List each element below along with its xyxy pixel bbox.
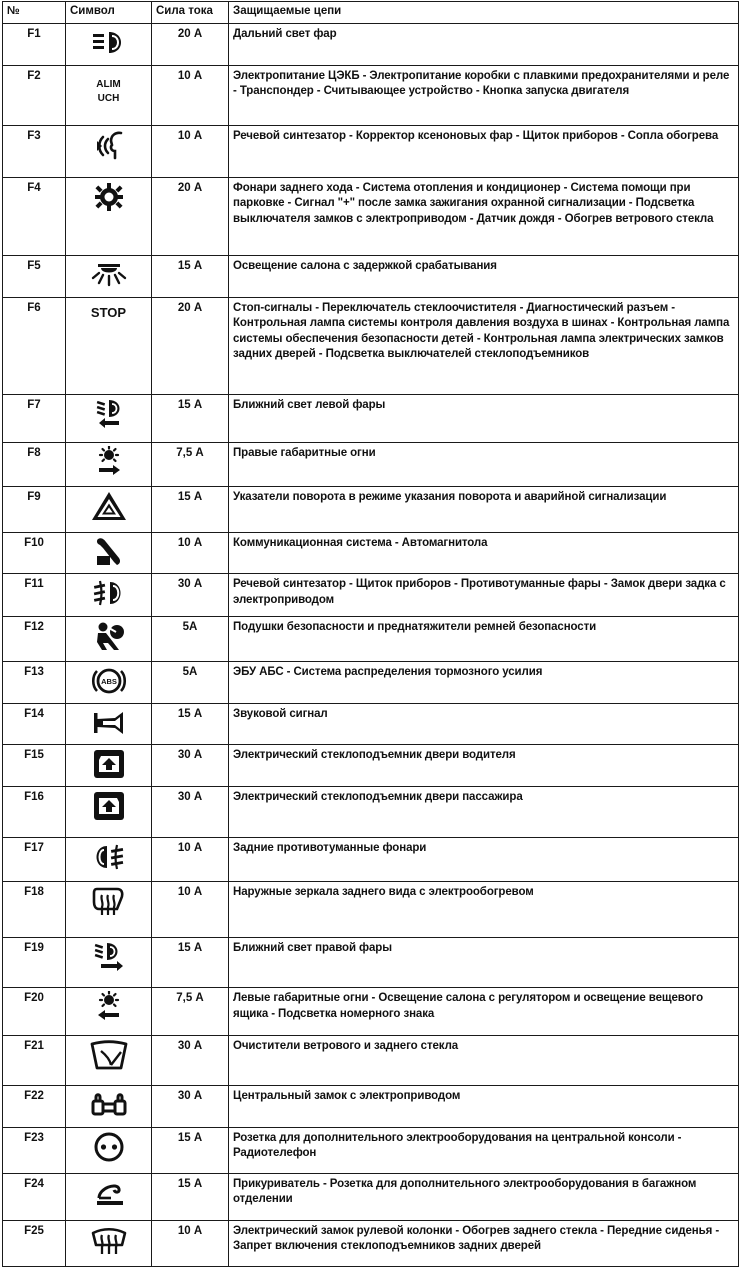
table-row (3, 703, 739, 745)
fuse-symbol-cell (66, 442, 152, 486)
heated-mirror-icon (89, 885, 129, 917)
gear-lamp-icon (89, 181, 129, 213)
low-beam-left-icon (89, 398, 129, 430)
fuse-symbol-cell (66, 703, 152, 745)
fuse-number: F11 (3, 574, 66, 617)
fuse-symbol-cell (66, 882, 152, 938)
fuse-circuits: Очистители ветрового и заднего стекла (229, 1036, 739, 1086)
fuse-number: F17 (3, 838, 66, 882)
fuse-number: F6 (3, 297, 66, 394)
table-row (3, 1173, 739, 1220)
fuse-circuits: ЭБУ АБС - Система распределения тормозного усилия (229, 662, 739, 704)
window-driver-icon (89, 748, 129, 780)
high-beam-icon (89, 27, 129, 59)
window-passenger-icon (89, 790, 129, 822)
fuse-number: F20 (3, 988, 66, 1036)
fuse-number: F9 (3, 486, 66, 532)
fuse-symbol-cell (66, 574, 152, 617)
table-row (3, 486, 739, 532)
hazard-icon (89, 490, 129, 522)
fuse-current: 10 А (152, 1220, 229, 1266)
fuse-circuits: Звуковой сигнал (229, 703, 739, 745)
stop-text (91, 301, 126, 319)
table-row (3, 394, 739, 442)
symbol-text-line: STOP (90, 304, 127, 320)
table-row (3, 177, 739, 255)
table-row (3, 255, 739, 297)
fuse-number: F3 (3, 125, 66, 177)
fuse-current: 5А (152, 617, 229, 662)
table-row (3, 617, 739, 662)
socket-icon (89, 1131, 129, 1163)
header-num: № (3, 2, 66, 24)
table-row (3, 1036, 739, 1086)
fuse-circuits: Дальний свет фар (229, 24, 739, 66)
header-circuits: Защищаемые цепи (229, 2, 739, 24)
table-row (3, 745, 739, 787)
fuse-circuits: Фонари заднего хода - Система отопления и кондиционер - Система помощи при парковке - Сигнал "+" после замка зажигания охранной сигнализации - Подсветка выключателя замков с электроприводом - Датчик дождя - Обогрев ветрового стекла (229, 177, 739, 255)
fuse-current: 7,5 А (152, 988, 229, 1036)
fuse-circuits: Ближний свет правой фары (229, 938, 739, 988)
table-row (3, 532, 739, 574)
fuse-symbol-cell (66, 532, 152, 574)
fuse-symbol-cell (66, 838, 152, 882)
table-row (3, 787, 739, 838)
fuse-number: F25 (3, 1220, 66, 1266)
fuse-symbol-cell (66, 1220, 152, 1266)
fuse-symbol-cell (66, 745, 152, 787)
fuse-circuits: Коммуникационная система - Автомагнитола (229, 532, 739, 574)
fuse-number: F23 (3, 1127, 66, 1173)
fuse-circuits: Стоп-сигналы - Переключатель стеклоочистителя - Диагностический разъем - Контрольная лампа системы контроля давления воздуха в шинах - Контрольная лампа системы обеспечения безопасности детей - Контрольная лампа электрических замков задних дверей - Подсветка выключателей стеклоподъемников (229, 297, 739, 394)
symbol-text-line: ALIM (96, 78, 121, 90)
fuse-number: F13 (3, 662, 66, 704)
table-row (3, 24, 739, 66)
header-symbol: Символ (66, 2, 152, 24)
table-row (3, 442, 739, 486)
horn-icon (89, 707, 129, 739)
fuse-number: F18 (3, 882, 66, 938)
fuse-number: F12 (3, 617, 66, 662)
fuse-symbol-cell (66, 1036, 152, 1086)
fuse-circuits: Электрический замок рулевой колонки - Обогрев заднего стекла - Передние сиденья - Запрет включения стеклоподъемников задних дверей (229, 1220, 739, 1266)
fuse-circuits: Электропитание ЦЭКБ - Электропитание коробки с плавкими предохранителями и реле - Транспондер - Считывающее устройство - Кнопка запуска двигателя (229, 65, 739, 125)
interior-light-icon (89, 259, 129, 291)
wiper-icon (89, 1039, 129, 1071)
fuse-number: F7 (3, 394, 66, 442)
fuse-number: F16 (3, 787, 66, 838)
fuse-circuits: Электрический стеклоподъемник двери пассажира (229, 787, 739, 838)
fuse-current: 15 А (152, 394, 229, 442)
fuse-symbol-cell (66, 125, 152, 177)
fuse-circuits: Розетка для дополнительного электрооборудования на центральной консоли - Радиотелефон (229, 1127, 739, 1173)
table-row (3, 65, 739, 125)
table-row (3, 297, 739, 394)
fuse-number: F8 (3, 442, 66, 486)
fuse-table (2, 1, 739, 1267)
fuse-current: 30 А (152, 787, 229, 838)
fuse-symbol-cell (66, 988, 152, 1036)
airbag-icon (89, 620, 129, 652)
fuse-current: 30 А (152, 1086, 229, 1128)
fuse-current: 15 А (152, 1127, 229, 1173)
table-row (3, 574, 739, 617)
fuse-current: 5А (152, 662, 229, 704)
central-lock-icon (89, 1089, 129, 1121)
fuse-current: 30 А (152, 574, 229, 617)
fuse-number: F1 (3, 24, 66, 66)
fuse-circuits: Ближний свет левой фары (229, 394, 739, 442)
speech-icon (89, 129, 129, 161)
fuse-number: F24 (3, 1173, 66, 1220)
fuse-circuits: Левые габаритные огни - Освещение салона с регулятором и освещение вещевого ящика - Подсветка номерного знака (229, 988, 739, 1036)
table-row (3, 1086, 739, 1128)
table-row (3, 938, 739, 988)
fuse-circuits: Указатели поворота в режиме указания поворота и аварийной сигнализации (229, 486, 739, 532)
fuse-symbol-cell (66, 1173, 152, 1220)
fuse-symbol-cell (66, 662, 152, 704)
header-current: Сила тока (152, 2, 229, 24)
fuse-symbol-cell (66, 24, 152, 66)
table-row (3, 882, 739, 938)
fuse-current: 20 А (152, 297, 229, 394)
fuse-symbol-cell (66, 65, 152, 125)
alim-uch-text (96, 69, 120, 105)
table-row (3, 1127, 739, 1173)
fuse-number: F19 (3, 938, 66, 988)
fuse-number: F22 (3, 1086, 66, 1128)
fuse-symbol-cell (66, 394, 152, 442)
fuse-current: 30 А (152, 745, 229, 787)
table-row (3, 125, 739, 177)
front-fog-icon (89, 577, 129, 609)
fuse-current: 7,5 А (152, 442, 229, 486)
fuse-current: 20 А (152, 177, 229, 255)
fuse-current: 15 А (152, 703, 229, 745)
fuse-number: F2 (3, 65, 66, 125)
fuse-current: 15 А (152, 938, 229, 988)
fuse-symbol-cell (66, 1086, 152, 1128)
fuse-number: F10 (3, 532, 66, 574)
fuse-current: 10 А (152, 882, 229, 938)
fuse-current: 10 А (152, 838, 229, 882)
fuse-circuits: Наружные зеркала заднего вида с электрообогревом (229, 882, 739, 938)
rear-fog-icon (89, 841, 129, 873)
table-row (3, 988, 739, 1036)
fuse-current: 15 А (152, 1173, 229, 1220)
fuse-circuits: Задние противотуманные фонари (229, 838, 739, 882)
fuse-number: F14 (3, 703, 66, 745)
table-row (3, 838, 739, 882)
fuse-current: 10 А (152, 532, 229, 574)
fuse-circuits: Правые габаритные огни (229, 442, 739, 486)
fuse-symbol-cell (66, 297, 152, 394)
table-header-row (3, 2, 739, 24)
cigar-lighter-icon (89, 1177, 129, 1209)
fuse-symbol-cell (66, 1127, 152, 1173)
fuse-current: 15 А (152, 486, 229, 532)
fuse-symbol-cell (66, 938, 152, 988)
fuse-symbol-cell (66, 255, 152, 297)
fuse-number: F15 (3, 745, 66, 787)
fuse-number: F21 (3, 1036, 66, 1086)
fuse-circuits: Центральный замок с электроприводом (229, 1086, 739, 1128)
fuse-current: 20 А (152, 24, 229, 66)
side-light-left-icon (89, 991, 129, 1023)
phone-icon (89, 536, 129, 568)
fuse-symbol-cell (66, 787, 152, 838)
abs-icon (89, 665, 129, 697)
fuse-circuits: Речевой синтезатор - Корректор ксеноновых фар - Щиток приборов - Сопла обогрева (229, 125, 739, 177)
symbol-text-line: UCH (97, 92, 120, 104)
fuse-current: 30 А (152, 1036, 229, 1086)
fuse-number: F5 (3, 255, 66, 297)
fuse-symbol-cell (66, 486, 152, 532)
fuse-number: F4 (3, 177, 66, 255)
side-light-right-icon (89, 446, 129, 478)
svg-text:ABS: ABS (100, 677, 117, 686)
rear-defrost-icon (89, 1224, 129, 1256)
fuse-symbol-cell (66, 617, 152, 662)
fuse-current: 10 А (152, 65, 229, 125)
fuse-current: 10 А (152, 125, 229, 177)
fuse-circuits: Освещение салона с задержкой срабатывания (229, 255, 739, 297)
table-row (3, 1220, 739, 1266)
fuse-circuits: Подушки безопасности и преднатяжители ремней безопасности (229, 617, 739, 662)
low-beam-right-icon (89, 941, 129, 973)
table-row (3, 662, 739, 704)
fuse-circuits: Речевой синтезатор - Щиток приборов - Противотуманные фары - Замок двери задка с электроприводом (229, 574, 739, 617)
fuse-circuits: Прикуриватель - Розетка для дополнительного электрооборудования в багажном отделении (229, 1173, 739, 1220)
fuse-symbol-cell (66, 177, 152, 255)
fuse-current: 15 А (152, 255, 229, 297)
fuse-circuits: Электрический стеклоподъемник двери водителя (229, 745, 739, 787)
